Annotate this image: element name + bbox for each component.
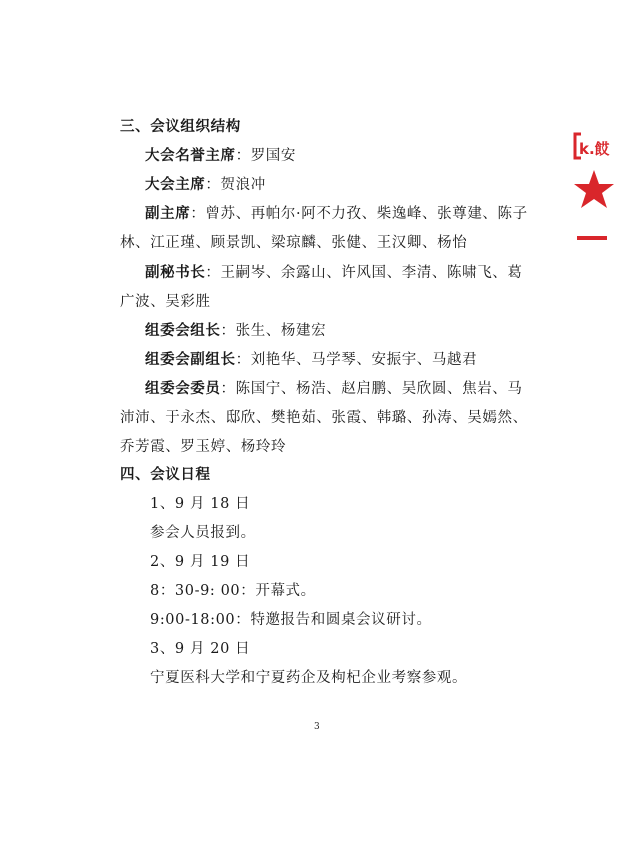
honorary-chair-value: ：罗国安 (235, 148, 297, 164)
vice-chair-value-1: ：曾苏、再帕尔·阿不力孜、柴逸峰、张尊建、陈子 (190, 206, 528, 222)
vice-chair-line (145, 205, 637, 223)
chair-value: ：贺浪冲 (205, 177, 266, 193)
page-number: 3 (314, 722, 320, 732)
svg-text:k.餀: k.餀 (579, 140, 610, 158)
vice-secretary-line-2: 广波、吴彩胜 (120, 294, 211, 310)
committee-members-value-1: ：陈国宁、杨浩、赵启鹏、吴欣圆、焦岩、马 (220, 381, 523, 397)
committee-members-line (145, 380, 637, 398)
vice-secretary-line (145, 264, 637, 282)
schedule-day3-desc: 宁夏医科大学和宁夏药企及枸杞企业考察参观。 (150, 670, 468, 686)
committee-vice-value: ：刘艳华、马学琴、安振宇、马越君 (235, 352, 478, 368)
schedule-day1-desc: 参会人员报到。 (150, 525, 256, 541)
star-seal-icon (573, 128, 637, 248)
schedule-day3-title: 3、9 月 20 日 (150, 641, 251, 657)
schedule-day2-title: 2、9 月 19 日 (150, 554, 251, 570)
section-heading-organization: 三、会议组织结构 (120, 119, 241, 135)
committee-vice-line (145, 351, 637, 369)
schedule-day1-title: 1、9 月 18 日 (150, 496, 251, 512)
committee-vice-label: 组委会副组长 (145, 352, 236, 368)
chair-line (145, 176, 637, 194)
honorary-chair-label: 大会名誉主席 (145, 148, 236, 164)
vice-chair-label: 副主席 (145, 206, 191, 222)
vice-secretary-label: 副秘书长 (145, 265, 206, 281)
section-heading-schedule: 四、会议日程 (120, 467, 211, 483)
schedule-day2-item1: 8：30-9: 00：开幕式。 (150, 583, 316, 599)
committee-members-line-2: 沛沛、于永杰、邸欣、樊艳茹、张霞、韩璐、孙涛、吴嫣然、 (120, 410, 528, 426)
vice-chair-line-2: 林、江正瑾、顾景凯、梁琼麟、张健、王汉卿、杨怡 (120, 235, 468, 251)
committee-head-label: 组委会组长 (145, 323, 221, 339)
vice-secretary-value-1: ：王嗣岑、余露山、许风国、李清、陈啸飞、葛 (205, 265, 523, 281)
committee-members-line-3: 乔芳霞、罗玉婷、杨玲玲 (120, 439, 287, 455)
committee-members-label: 组委会委员 (145, 381, 221, 397)
committee-head-value: ：张生、杨建宏 (220, 323, 327, 339)
schedule-day2-item2: 9:00-18:00：特邀报告和圆桌会议研讨。 (150, 612, 432, 628)
honorary-chair-line (145, 147, 637, 165)
chair-label: 大会主席 (145, 177, 206, 193)
committee-head-line (145, 322, 637, 340)
